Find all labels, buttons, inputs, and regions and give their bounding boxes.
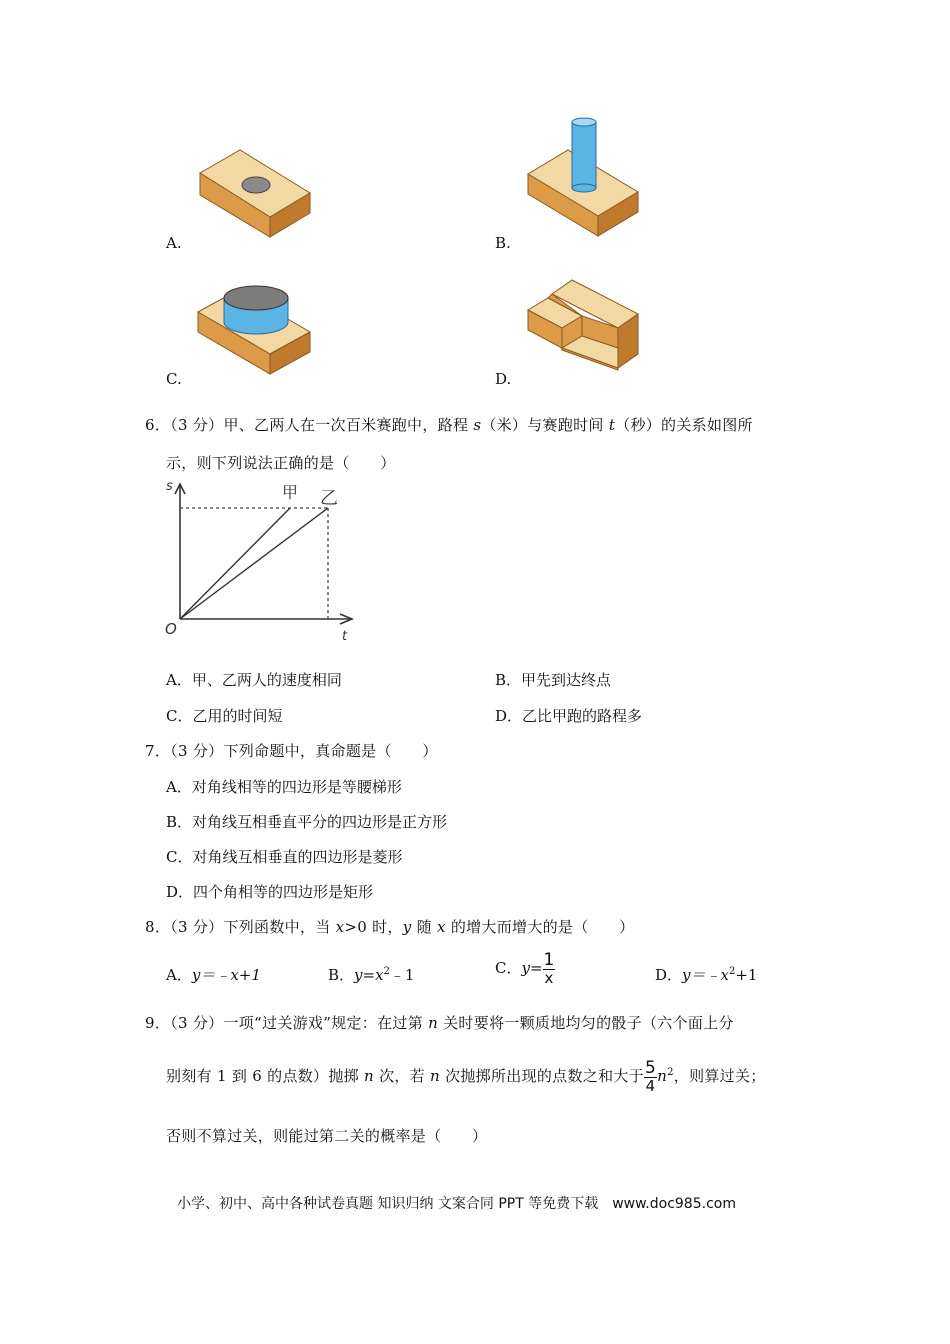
q8-option-d[interactable]: D．$y=﹣x^2+1$ [655, 966, 758, 984]
q8-option-a[interactable]: A．y＝﹣x+1 [166, 966, 261, 984]
q5-figure-d [522, 274, 642, 374]
fraction-5-over-4: $\frac{5}{4}$ [645, 1058, 657, 1095]
q5-figure-c [192, 282, 322, 377]
x-axis-label: t [342, 629, 348, 644]
hole-shape [242, 177, 270, 193]
q5-label-c: C. [166, 370, 182, 388]
q6-option-a[interactable]: A．甲、乙两人的速度相同 [166, 671, 342, 689]
q8-option-c[interactable]: C．y= $\frac{1}{x}$ [495, 950, 555, 987]
q7-option-c[interactable]: C．对角线互相垂直的四边形是菱形 [166, 848, 403, 866]
q7-option-b[interactable]: B．对角线互相垂直平分的四边形是正方形 [166, 813, 448, 831]
q5-label-d: D. [495, 370, 512, 388]
line-jia [180, 508, 290, 619]
origin-label: O [165, 620, 177, 638]
q7-option-d[interactable]: D．四个角相等的四边形是矩形 [166, 883, 374, 901]
q6-option-d[interactable]: D．乙比甲跑的路程多 [495, 707, 643, 725]
q7-stem: 7．（3 分）下列命题中，真命题是（ ） [145, 742, 438, 760]
q6-graph [160, 476, 360, 648]
q9-stem-line1: 9．（3 分）一项“过关游戏”规定：在过第 n 关时要将一颗质地均匀的骰子（六个面上分 [145, 1014, 734, 1032]
q8-option-b[interactable]: B．$y=x^2﹣1$ [328, 966, 415, 984]
q6-option-c[interactable]: C．乙用的时间短 [166, 707, 283, 725]
q7-option-a[interactable]: A．对角线相等的四边形是等腰梯形 [166, 778, 402, 796]
q5-figure-a [190, 145, 320, 240]
q5-label-b: B. [495, 234, 511, 252]
q8-stem: 8．（3 分）下列函数中，当 x>0 时，y 随 x 的增大而增大的是（ ） [145, 918, 635, 936]
q9-stem-line3: 否则不算过关，则能过第二关的概率是（ ） [166, 1127, 488, 1145]
fraction-1-over-x: $\frac{1}{x}$ [543, 950, 555, 987]
q6-option-b[interactable]: B．甲先到达终点 [495, 671, 612, 689]
q5-figure-b [520, 112, 650, 240]
page-footer: 小学、初中、高中各种试卷真题 知识归纳 文案合同 PPT 等免费下载 www.doc985.com [177, 1196, 736, 1212]
line-yi [180, 508, 328, 619]
label-jia: 甲 [282, 483, 299, 502]
y-axis-label: s [166, 479, 173, 494]
q6-stem-line1: 6．（3 分）甲、乙两人在一次百米赛跑中，路程 s（米）与赛跑时间 t（秒）的关系如图所 [145, 416, 753, 434]
q5-label-a: A. [166, 234, 182, 252]
q6-stem-line2: 示，则下列说法正确的是（ ） [166, 454, 396, 472]
q9-stem-line2: 别刻有 1 到 6 的点数）抛掷 n 次，若 n 次抛掷所出现的点数之和大于 $\frac{5}{4}$ $n^2$，则算过关； [166, 1058, 766, 1095]
label-yi: 乙 [320, 488, 338, 509]
